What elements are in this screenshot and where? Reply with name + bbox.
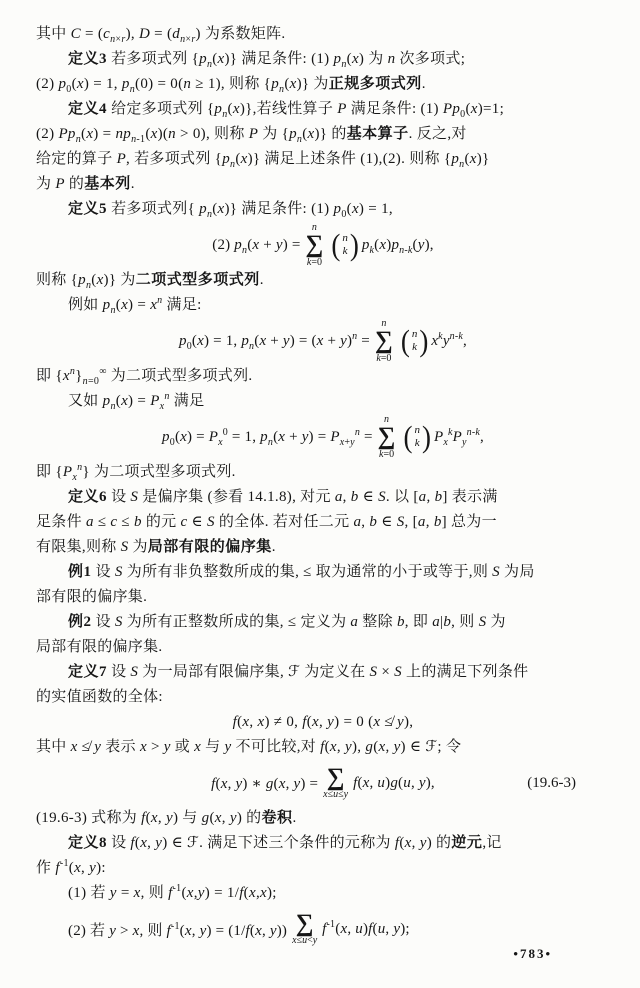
left-paren: (	[400, 323, 410, 358]
text-line-example-perm: 又如 $p_n(x) = P_x^n$ 满足	[68, 391, 205, 412]
text-line-definition-4-cont3: 为 P 的基本列.	[36, 176, 135, 192]
equation-number: (19.6-3)	[527, 774, 576, 791]
summation-sigma	[306, 222, 324, 268]
equation-lhs: (2) 若 y > x, 则 $f^{-1}(x$, y) = (1/f(x, y))	[68, 920, 288, 939]
binom-top: n	[342, 231, 348, 244]
text-line-definition-3-cont: (2) $p_0(x) = 1$, $p_n(0) = 0(n \ge 1)$, 则称 $\{p_n(x)\}$ 为正规多项式列.	[36, 76, 426, 95]
sigma-symbol: ∑	[305, 231, 324, 259]
display-equation-binomial-type	[36, 222, 610, 268]
sum-lower-limit: x≤u≤y	[323, 789, 349, 801]
sum-upper-limit: n	[311, 222, 317, 234]
equation-lhs: (2) $p_n(x + y)$ =	[212, 236, 301, 256]
binom-bottom: k	[414, 437, 420, 449]
text-line-definition-8-cont: 作 $f^{-1}(x$, y):	[36, 858, 106, 876]
text-line-inverse-case-1: (1) 若 y = x, 则 $f^{-1}(x,y) = 1/f(x,x)$;	[68, 883, 277, 901]
equation-rhs: $x^ky^{n-k}$,	[431, 330, 467, 349]
equation-lhs: f(x, y) ∗ g(x, y) =	[211, 775, 319, 792]
text-line-definition-6-cont2: 有限集,则称 S 为局部有限的偏序集.	[36, 539, 276, 555]
right-paren: )	[421, 419, 431, 454]
text-line-definition-4-cont1: (2) $Pp_n(x) = np_{n-1}(x)(n > 0)$, 则称 P 为 $\{p_n(x)\}$ 的基本算子. 反之,对	[36, 126, 467, 145]
display-equation-xn	[36, 318, 610, 364]
text-line-incomparable: 其中 x ≰ y 表示 x > y 或 x 与 y 不可比较,对 f(x, y), g(x, y) ∈ ℱ; 令	[36, 739, 462, 755]
binom-bottom: k	[342, 245, 348, 257]
equation-rhs: $f^{-1}(x$, u)f(u, y);	[322, 918, 410, 937]
text-line-example-xn: 例如 $p_n(x) = x^n$ 满足:	[68, 295, 202, 316]
binomial-coefficient	[403, 419, 431, 454]
sigma-symbol: ∑	[295, 909, 314, 937]
text-line-definition-4-cont2: 给定的算子 P, 若多项式列 $\{p_n(x)\}$ 满足上述条件 (1),(2). 则称 $\{p_n(x)\}$	[36, 151, 490, 170]
text-line-convolution-name: (19.6-3) 式称为 f(x, y) 与 g(x, y) 的卷积.	[36, 810, 297, 826]
text-line-definition-6-cont1: 足条件 a ≤ c ≤ b 的元 c ∈ S 的全体. 若对任二元 a, b ∈ S, [a, b] 总为一	[36, 514, 497, 530]
sigma-symbol: ∑	[374, 327, 393, 355]
text-line-definition-3: 定义3 若多项式列 $\{p_n(x)\}$ 满足条件: (1) $p_n(x)$ 为 n 次多项式;	[68, 51, 466, 70]
sum-lower-limit: x≤u<y	[292, 935, 318, 947]
right-paren: )	[349, 227, 359, 262]
text-line-definition-8: 定义8 设 f(x, y) ∈ ℱ. 满足下述三个条件的元称为 f(x, y) 的逆元,记	[68, 835, 502, 851]
sigma-symbol: ∑	[377, 423, 396, 451]
sum-upper-limit: n	[381, 318, 387, 330]
text-line-example-2: 例2 设 S 为所有正整数所成的集, ≤ 定义为 a 整除 b, 即 a|b, 则 S 为	[68, 614, 506, 630]
binom-top: n	[414, 423, 420, 436]
summation-sigma	[378, 414, 396, 460]
sum-lower-limit: k=0	[379, 448, 395, 460]
left-paren: (	[331, 227, 341, 262]
text-line-example-1-cont: 部有限的偏序集.	[36, 589, 148, 605]
summation-sigma	[323, 763, 349, 801]
text-line-definition-5: 定义5 若多项式列{ $p_n(x)$} 满足条件: (1) $p_0(x) = 1$,	[68, 201, 393, 220]
text-line-coefficient-matrix: 其中 $C = (c_{n\times r})$, $D = (d_{n\times r})$ 为系数矩阵.	[36, 26, 286, 45]
text-line-definition-6: 定义6 设 S 是偏序集 (参看 14.1.8), 对元 a, b ∈ S. 以 [a, b] 表示满	[68, 489, 498, 505]
sum-lower-limit: k=0	[376, 352, 392, 364]
text-line-definition-7: 定义7 设 S 为一局部有限偏序集, ℱ 为定义在 S × S 上的满足下列条件	[68, 664, 529, 680]
text-line-perm-conclusion: 即 $\{P_x^n\}$ 为二项式型多项式列.	[36, 462, 236, 483]
binom-top: n	[411, 327, 418, 340]
sigma-symbol: ∑	[326, 763, 345, 791]
equation-lhs: $p_0(x) = P_x^0 = 1$, $p_n(x + y) = P_{x+y}^n$ =	[162, 426, 373, 448]
display-equation-convolution	[36, 760, 610, 806]
right-paren: )	[419, 323, 429, 358]
equation-lhs: $p_0(x) = 1$, $p_n(x + y) = (x + y)^n$ =	[179, 330, 370, 352]
summation-sigma	[292, 909, 318, 947]
page-number: •783•	[513, 946, 552, 961]
equation-rhs: $p_k(x)p_{n-k}(y)$,	[361, 236, 434, 256]
text-line-xn-conclusion: 即 $\{x^n\}_{n=0}^\infty$ 为二项式型多项式列.	[36, 366, 253, 387]
text-line-example-2-cont: 局部有限的偏序集.	[36, 639, 163, 655]
sum-lower-limit: k=0	[306, 256, 322, 268]
text-line-definition-5-conclusion: 则称 $\{p_n(x)\}$ 为二项式型多项式列.	[36, 272, 264, 291]
binomial-coefficient	[400, 323, 429, 358]
display-condition-f: f(x, x) ≠ 0, f(x, y) = 0 (x ≰ y),	[232, 714, 414, 730]
text-line-example-1: 例1 设 S 为所有非负整数所成的集, ≤ 取为通常的小于或等于,则 S 为局	[68, 564, 535, 580]
left-paren: (	[403, 419, 413, 454]
binom-bottom: k	[412, 341, 417, 353]
equation-rhs: f(x, u)g(u, y),	[353, 774, 435, 791]
text-line-definition-7-cont: 的实值函数的全体:	[36, 689, 163, 705]
binomial-coefficient	[331, 227, 359, 262]
text-line-definition-4: 定义4 给定多项式列 $\{p_n(x)\}$,若线性算子 P 满足条件: (1) $Pp_0(x)=1$;	[68, 101, 505, 120]
equation-rhs: $P_x^kP_y^{n-k}$,	[433, 426, 484, 448]
summation-sigma	[375, 318, 393, 364]
sum-upper-limit: n	[384, 414, 390, 426]
display-equation-perm	[36, 414, 610, 460]
